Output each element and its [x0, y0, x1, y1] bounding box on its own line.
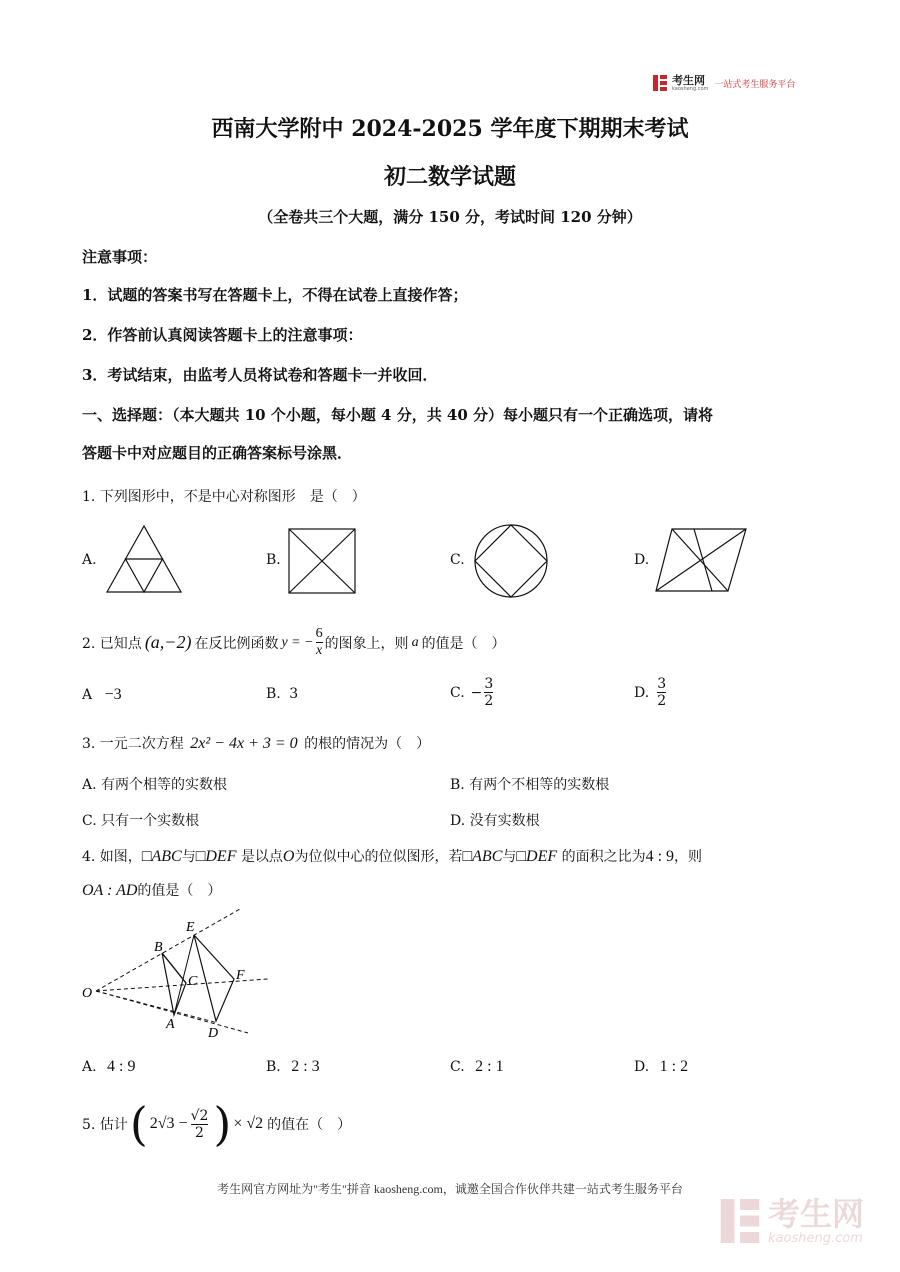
q1-figure-c-circle [472, 522, 550, 600]
q5-frac-denominator: 2 [195, 1124, 204, 1141]
q2-option-d-label: D. [634, 684, 650, 701]
q4-option-a-value: 4 : 9 [107, 1058, 136, 1075]
brand-domain: kaosheng.com [672, 85, 709, 92]
q2-option-c-sign: − [470, 684, 483, 701]
q2-option-c-fraction [484, 676, 493, 709]
q2-prefix: 2. 已知点 [82, 635, 142, 652]
q4-triangle-def: □DEF [195, 848, 237, 865]
q4-text-c: 为位似中心的位似图形，若 [294, 849, 463, 865]
q1-option-b-label: B. [266, 552, 281, 568]
q3-option-c: C. 只有一个实数根 [82, 813, 200, 829]
q4-point-o: O [282, 848, 295, 865]
q2-suffix: 的图象上，则 [324, 635, 409, 652]
q4-option-d [634, 1058, 688, 1076]
brand-slogan: 一站式考生服务平台 [714, 79, 796, 90]
q5-stem [82, 1097, 352, 1151]
q2-end: 的值是（ ） [421, 635, 506, 652]
q2-option-c-denominator: 2 [484, 693, 494, 709]
q4-label-e: E [186, 920, 195, 935]
q1-option-c-label: C. [450, 552, 465, 568]
q2-option-d-numerator: 3 [657, 676, 667, 692]
q2-func-lhs: y = − [281, 634, 314, 650]
q4-option-d-label: D. [634, 1059, 650, 1075]
notice-item-3: 3．考试结束，由监考人员将试卷和答题卡一并收回． [82, 366, 438, 384]
watermark [718, 1196, 864, 1246]
q3-prefix: 3. 一元二次方程 [82, 736, 184, 752]
q4-label-f: F [236, 968, 245, 983]
q2-option-d-fraction [657, 676, 666, 709]
q3-option-b: B. 有两个不相等的实数根 [450, 777, 610, 793]
q3-suffix: 的根的情况为（ ） [304, 736, 431, 752]
q4-label-a: A [166, 1017, 175, 1032]
q2-mid: 在反比例函数 [194, 635, 279, 652]
q4-and-1: 与 [181, 849, 196, 865]
q5-expr-b: × √2 [233, 1115, 264, 1132]
q1-figure-d-parallelogram [654, 527, 748, 593]
q4-text-a: 4. 如图， [82, 849, 142, 865]
q4-label-o: O [82, 986, 93, 1001]
q5-expr-a: 2√3 − [149, 1115, 188, 1132]
q4-label-d: D [208, 1026, 219, 1041]
notice-item-1: 1．试题的答案书写在答题卡上，不得在试卷上直接作答； [82, 286, 468, 304]
kaosheng-logo-icon [652, 74, 668, 92]
q1-option-d-label: D. [634, 552, 650, 568]
q3-option-d: D. 没有实数根 [450, 813, 540, 829]
q4-option-c-value: 2 : 1 [475, 1058, 504, 1075]
page-footer: 考生网官方网址为"考生"拼音 kaosheng.com，诚邀全国合作伙伴共建一站式考生服务平台 [217, 1182, 683, 1196]
q5-frac-numerator: √2 [190, 1107, 209, 1124]
q4-triangle-abc: □ABC [141, 848, 182, 865]
q2-func-denominator: x [315, 643, 323, 658]
q2-func-numerator: 6 [315, 626, 323, 641]
q4-stem-line2 [82, 880, 221, 900]
q4-option-b-value: 2 : 3 [291, 1058, 320, 1075]
q4-option-c-label: C. [450, 1059, 465, 1075]
q2-point: (a,−2) [144, 632, 192, 652]
q2-var: a [411, 634, 419, 650]
q2-option-c-label: C. [450, 684, 465, 701]
brand-name: 考生网 [672, 73, 705, 87]
q5-prefix: 5. 估计 [82, 1117, 128, 1133]
q1-figure-b-square [287, 527, 357, 595]
q4-option-c [450, 1058, 504, 1076]
q2-option-d-denominator: 2 [657, 693, 667, 709]
section-1-instruction-line2: 答题卡中对应题目的正确答案标号涂黑． [82, 444, 353, 462]
q4-text-b: 是以点 [240, 849, 283, 865]
q2-option-b-value: 3 [289, 686, 299, 702]
q4-triangle-def-2: □DEF [516, 848, 558, 865]
q5-right-paren: ) [213, 1097, 232, 1151]
watermark-logo-icon [718, 1196, 762, 1246]
q4-ratio: 4 : 9 [645, 848, 675, 865]
q3-option-a: A. 有两个相等的实数根 [82, 777, 228, 793]
brand-logo [652, 72, 795, 94]
watermark-title: 考生网 [768, 1194, 865, 1233]
exam-title: 西南大学附中 2024-2025 学年度下期期末考试 [211, 116, 689, 142]
q4-option-d-value: 1 : 2 [659, 1058, 689, 1075]
q4-figure-homothety [78, 905, 278, 1045]
q3-stem [82, 733, 430, 753]
q2-option-a-value: −3 [104, 686, 122, 703]
q2-func-fraction [316, 626, 323, 659]
q4-label-c: C [188, 974, 198, 989]
q2-option-c [450, 676, 493, 709]
q4-triangle-abc-2: □ABC [462, 848, 503, 865]
q1-figure-a-triangle [104, 523, 184, 595]
q4-text-d: 的面积之比为 [561, 849, 646, 865]
q5-suffix: 的值在（ ） [267, 1117, 352, 1133]
q4-option-b [266, 1058, 320, 1076]
q4-line2-end: 的值是（ ） [137, 883, 222, 899]
q4-and-2: 与 [502, 849, 517, 865]
q4-option-a-label: A. [82, 1059, 97, 1075]
q5-left-paren: ( [129, 1097, 148, 1151]
q3-equation: 2x² − 4x + 3 = 0 [190, 735, 298, 752]
q4-text-e: ，则 [674, 849, 703, 865]
q4-option-b-label: B. [266, 1059, 281, 1075]
exam-info: （全卷共三个大题，满分 150 分，考试时间 120 分钟） [258, 208, 642, 226]
q1-option-a-label: A. [82, 552, 97, 568]
q2-option-c-numerator: 3 [484, 676, 494, 692]
q4-label-b: B [154, 940, 163, 955]
q2-option-a-label: A [82, 687, 93, 703]
q2-option-b [266, 686, 298, 702]
q1-stem: 1. 下列图形中，不是中心对称图形 是（ ） [82, 489, 366, 505]
q4-option-a [82, 1058, 135, 1076]
q2-option-a [82, 686, 122, 704]
q4-stem-line1 [82, 846, 702, 866]
watermark-sub: kaosheng.com [768, 1230, 863, 1246]
notice-item-2: 2．作答前认真阅读答题卡上的注意事项： [82, 326, 363, 344]
q2-option-b-label: B. [266, 686, 281, 702]
exam-subtitle: 初二数学试题 [383, 164, 516, 190]
notice-heading: 注意事项： [82, 248, 158, 266]
q4-oa-ad: OA : AD [82, 882, 138, 899]
q2-stem [82, 626, 506, 659]
section-1-instruction-line1: 一、选择题：（本大题共 10 个小题，每小题 4 分，共 40 分）每小题只有一个正确选项，请将 [82, 406, 714, 424]
q5-fraction [191, 1108, 209, 1141]
q2-option-d [634, 676, 666, 709]
